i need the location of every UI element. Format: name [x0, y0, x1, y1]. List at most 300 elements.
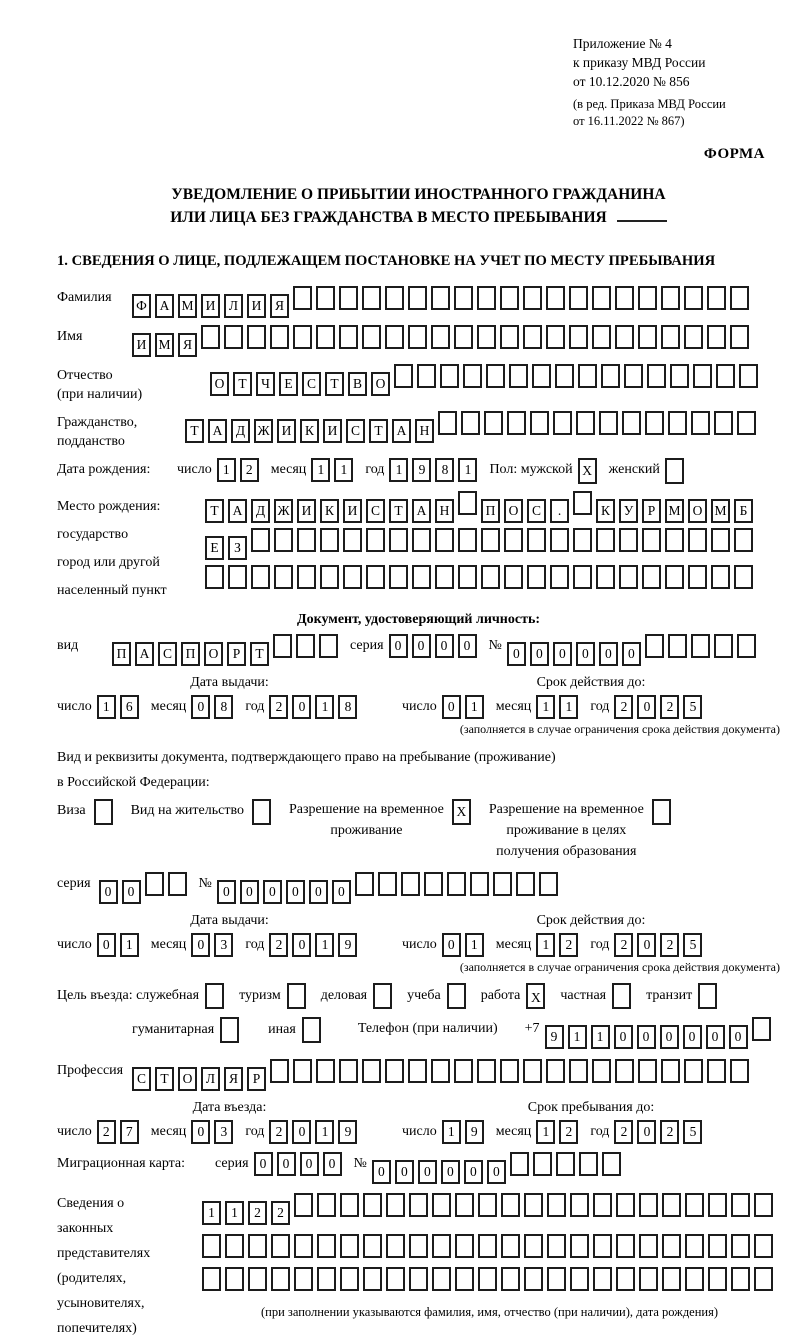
char-cell[interactable]: [737, 411, 756, 435]
char-cell[interactable]: [592, 325, 611, 349]
char-cell[interactable]: С: [346, 419, 365, 443]
char-cell[interactable]: [458, 528, 477, 552]
char-cell[interactable]: 1: [536, 695, 555, 719]
char-cell[interactable]: [547, 1267, 566, 1291]
char-cell[interactable]: П: [112, 642, 131, 666]
char-cell[interactable]: [271, 1234, 290, 1258]
char-cell[interactable]: [615, 1059, 634, 1083]
char-cell[interactable]: 0: [240, 880, 259, 904]
char-cell[interactable]: Ф: [132, 294, 151, 318]
char-cell[interactable]: [470, 872, 489, 896]
char-cell[interactable]: [478, 1267, 497, 1291]
char-cell[interactable]: [362, 325, 381, 349]
char-cell[interactable]: [532, 364, 551, 388]
char-cell[interactable]: 9: [545, 1025, 564, 1049]
char-cell[interactable]: [639, 1234, 658, 1258]
char-cell[interactable]: [730, 286, 749, 310]
char-cell[interactable]: Я: [224, 1067, 243, 1091]
char-cell[interactable]: З: [228, 536, 247, 560]
char-cell[interactable]: [478, 1234, 497, 1258]
char-cell[interactable]: 2: [660, 933, 679, 957]
char-cell[interactable]: П: [181, 642, 200, 666]
char-cell[interactable]: 0: [622, 642, 641, 666]
char-cell[interactable]: [363, 1267, 382, 1291]
char-cell[interactable]: 2: [660, 1120, 679, 1144]
char-cell[interactable]: [665, 528, 684, 552]
char-cell[interactable]: [524, 1267, 543, 1291]
char-cell[interactable]: [431, 325, 450, 349]
char-cell[interactable]: [225, 1234, 244, 1258]
char-cell[interactable]: [432, 1193, 451, 1217]
char-cell[interactable]: 2: [559, 1120, 578, 1144]
char-cell[interactable]: 2: [614, 1120, 633, 1144]
char-cell[interactable]: [432, 1234, 451, 1258]
char-cell[interactable]: 0: [395, 1160, 414, 1184]
char-cell[interactable]: [201, 325, 220, 349]
char-cell[interactable]: 0: [706, 1025, 725, 1049]
char-cell[interactable]: 5: [683, 1120, 702, 1144]
char-cell[interactable]: 0: [191, 933, 210, 957]
char-cell[interactable]: [576, 411, 595, 435]
char-cell[interactable]: 2: [269, 933, 288, 957]
char-cell[interactable]: 0: [729, 1025, 748, 1049]
char-cell[interactable]: [593, 1267, 612, 1291]
char-cell[interactable]: [647, 364, 666, 388]
char-cell[interactable]: [274, 528, 293, 552]
char-cell[interactable]: 0: [286, 880, 305, 904]
char-cell[interactable]: [570, 1267, 589, 1291]
char-cell[interactable]: [343, 565, 362, 589]
char-cell[interactable]: [412, 565, 431, 589]
char-cell[interactable]: [570, 1193, 589, 1217]
char-cell[interactable]: [688, 528, 707, 552]
char-cell[interactable]: И: [323, 419, 342, 443]
char-cell[interactable]: Д: [231, 419, 250, 443]
char-cell[interactable]: 1: [217, 458, 236, 482]
char-cell[interactable]: [546, 325, 565, 349]
char-cell[interactable]: 0: [507, 642, 526, 666]
char-cell[interactable]: [455, 1267, 474, 1291]
char-cell[interactable]: [708, 1267, 727, 1291]
char-cell[interactable]: С: [366, 499, 385, 523]
char-cell[interactable]: [516, 872, 535, 896]
char-cell[interactable]: М: [665, 499, 684, 523]
char-cell[interactable]: 6: [120, 695, 139, 719]
char-cell[interactable]: [401, 872, 420, 896]
char-cell[interactable]: 1: [120, 933, 139, 957]
char-cell[interactable]: С: [302, 372, 321, 396]
char-cell[interactable]: [389, 565, 408, 589]
char-cell[interactable]: У: [619, 499, 638, 523]
char-cell[interactable]: 0: [191, 695, 210, 719]
char-cell[interactable]: [362, 1059, 381, 1083]
char-cell[interactable]: 1: [334, 458, 353, 482]
char-cell[interactable]: [624, 364, 643, 388]
char-cell[interactable]: [527, 565, 546, 589]
char-cell[interactable]: [638, 325, 657, 349]
char-cell[interactable]: [343, 528, 362, 552]
char-cell[interactable]: [652, 799, 671, 825]
char-cell[interactable]: С: [132, 1067, 151, 1091]
char-cell[interactable]: [550, 565, 569, 589]
char-cell[interactable]: Я: [178, 333, 197, 357]
char-cell[interactable]: [340, 1267, 359, 1291]
char-cell[interactable]: 1: [536, 933, 555, 957]
char-cell[interactable]: [684, 286, 703, 310]
char-cell[interactable]: С: [158, 642, 177, 666]
char-cell[interactable]: 2: [248, 1201, 267, 1225]
char-cell[interactable]: 0: [309, 880, 328, 904]
char-cell[interactable]: [570, 1234, 589, 1258]
char-cell[interactable]: [385, 325, 404, 349]
char-cell[interactable]: [573, 565, 592, 589]
char-cell[interactable]: [711, 528, 730, 552]
char-cell[interactable]: М: [178, 294, 197, 318]
char-cell[interactable]: [339, 1059, 358, 1083]
char-cell[interactable]: А: [392, 419, 411, 443]
char-cell[interactable]: [205, 983, 224, 1009]
char-cell[interactable]: Т: [250, 642, 269, 666]
char-cell[interactable]: [616, 1234, 635, 1258]
char-cell[interactable]: [252, 799, 271, 825]
char-cell[interactable]: 0: [637, 933, 656, 957]
char-cell[interactable]: С: [527, 499, 546, 523]
char-cell[interactable]: [601, 364, 620, 388]
char-cell[interactable]: [477, 1059, 496, 1083]
char-cell[interactable]: [205, 565, 224, 589]
char-cell[interactable]: [645, 411, 664, 435]
char-cell[interactable]: 7: [120, 1120, 139, 1144]
char-cell[interactable]: [639, 1193, 658, 1217]
char-cell[interactable]: [708, 1234, 727, 1258]
char-cell[interactable]: [530, 411, 549, 435]
char-cell[interactable]: 0: [576, 642, 595, 666]
char-cell[interactable]: 0: [441, 1160, 460, 1184]
char-cell[interactable]: 1: [311, 458, 330, 482]
char-cell[interactable]: Т: [389, 499, 408, 523]
char-cell[interactable]: [569, 286, 588, 310]
char-cell[interactable]: [573, 491, 592, 515]
char-cell[interactable]: [754, 1193, 773, 1217]
char-cell[interactable]: [734, 528, 753, 552]
char-cell[interactable]: [271, 1267, 290, 1291]
char-cell[interactable]: [274, 565, 293, 589]
char-cell[interactable]: [225, 1267, 244, 1291]
char-cell[interactable]: [432, 1267, 451, 1291]
char-cell[interactable]: [373, 983, 392, 1009]
char-cell[interactable]: [317, 1193, 336, 1217]
char-cell[interactable]: [546, 1059, 565, 1083]
char-cell[interactable]: [573, 528, 592, 552]
char-cell[interactable]: [555, 364, 574, 388]
char-cell[interactable]: [501, 1193, 520, 1217]
char-cell[interactable]: В: [348, 372, 367, 396]
char-cell[interactable]: 3: [214, 933, 233, 957]
char-cell[interactable]: [320, 565, 339, 589]
char-cell[interactable]: [408, 1059, 427, 1083]
char-cell[interactable]: [615, 325, 634, 349]
char-cell[interactable]: Р: [247, 1067, 266, 1091]
char-cell[interactable]: [500, 325, 519, 349]
char-cell[interactable]: Ч: [256, 372, 275, 396]
char-cell[interactable]: И: [343, 499, 362, 523]
char-cell[interactable]: Н: [435, 499, 454, 523]
char-cell[interactable]: [273, 634, 292, 658]
char-cell[interactable]: 0: [637, 1120, 656, 1144]
char-cell[interactable]: К: [300, 419, 319, 443]
char-cell[interactable]: 1: [315, 933, 334, 957]
char-cell[interactable]: 1: [225, 1201, 244, 1225]
char-cell[interactable]: [661, 286, 680, 310]
char-cell[interactable]: Л: [201, 1067, 220, 1091]
char-cell[interactable]: 5: [683, 695, 702, 719]
char-cell[interactable]: 1: [315, 695, 334, 719]
char-cell[interactable]: [688, 565, 707, 589]
char-cell[interactable]: [593, 1234, 612, 1258]
char-cell[interactable]: [622, 411, 641, 435]
char-cell[interactable]: [599, 411, 618, 435]
char-cell[interactable]: 0: [637, 695, 656, 719]
char-cell[interactable]: А: [135, 642, 154, 666]
char-cell[interactable]: [714, 411, 733, 435]
char-cell[interactable]: Т: [155, 1067, 174, 1091]
char-cell[interactable]: [693, 364, 712, 388]
char-cell[interactable]: И: [247, 294, 266, 318]
char-cell[interactable]: [477, 286, 496, 310]
char-cell[interactable]: [493, 872, 512, 896]
char-cell[interactable]: [458, 491, 477, 515]
char-cell[interactable]: 0: [99, 880, 118, 904]
char-cell[interactable]: О: [178, 1067, 197, 1091]
char-cell[interactable]: 9: [465, 1120, 484, 1144]
char-cell[interactable]: [317, 1267, 336, 1291]
char-cell[interactable]: [408, 286, 427, 310]
char-cell[interactable]: 0: [614, 1025, 633, 1049]
char-cell[interactable]: 0: [599, 642, 618, 666]
char-cell[interactable]: [481, 528, 500, 552]
char-cell[interactable]: 2: [614, 695, 633, 719]
char-cell[interactable]: [523, 325, 542, 349]
char-cell[interactable]: И: [277, 419, 296, 443]
char-cell[interactable]: [691, 411, 710, 435]
char-cell[interactable]: [454, 325, 473, 349]
char-cell[interactable]: X: [526, 983, 545, 1009]
char-cell[interactable]: [638, 286, 657, 310]
char-cell[interactable]: [302, 1017, 321, 1043]
char-cell[interactable]: [251, 528, 270, 552]
char-cell[interactable]: 0: [191, 1120, 210, 1144]
char-cell[interactable]: [616, 1267, 635, 1291]
char-cell[interactable]: 0: [435, 634, 454, 658]
char-cell[interactable]: Т: [185, 419, 204, 443]
char-cell[interactable]: [297, 565, 316, 589]
char-cell[interactable]: А: [155, 294, 174, 318]
char-cell[interactable]: [602, 1152, 621, 1176]
char-cell[interactable]: [524, 1234, 543, 1258]
char-cell[interactable]: [412, 528, 431, 552]
char-cell[interactable]: [409, 1193, 428, 1217]
char-cell[interactable]: [731, 1267, 750, 1291]
char-cell[interactable]: 0: [442, 695, 461, 719]
char-cell[interactable]: [297, 528, 316, 552]
char-cell[interactable]: 2: [240, 458, 259, 482]
char-cell[interactable]: 2: [97, 1120, 116, 1144]
char-cell[interactable]: [438, 411, 457, 435]
char-cell[interactable]: 2: [271, 1201, 290, 1225]
char-cell[interactable]: 0: [487, 1160, 506, 1184]
char-cell[interactable]: [340, 1193, 359, 1217]
char-cell[interactable]: [316, 1059, 335, 1083]
char-cell[interactable]: Т: [325, 372, 344, 396]
char-cell[interactable]: [642, 565, 661, 589]
char-cell[interactable]: [455, 1234, 474, 1258]
char-cell[interactable]: [716, 364, 735, 388]
char-cell[interactable]: [569, 325, 588, 349]
char-cell[interactable]: [94, 799, 113, 825]
char-cell[interactable]: [661, 325, 680, 349]
char-cell[interactable]: 5: [683, 933, 702, 957]
char-cell[interactable]: 1: [202, 1201, 221, 1225]
char-cell[interactable]: [447, 872, 466, 896]
char-cell[interactable]: О: [688, 499, 707, 523]
char-cell[interactable]: 8: [338, 695, 357, 719]
char-cell[interactable]: [317, 1234, 336, 1258]
char-cell[interactable]: И: [297, 499, 316, 523]
char-cell[interactable]: [248, 1267, 267, 1291]
char-cell[interactable]: [615, 286, 634, 310]
char-cell[interactable]: 0: [412, 634, 431, 658]
char-cell[interactable]: [752, 1017, 771, 1041]
char-cell[interactable]: [224, 325, 243, 349]
char-cell[interactable]: [711, 565, 730, 589]
char-cell[interactable]: 9: [338, 1120, 357, 1144]
char-cell[interactable]: 1: [465, 933, 484, 957]
char-cell[interactable]: [638, 1059, 657, 1083]
char-cell[interactable]: Т: [205, 499, 224, 523]
char-cell[interactable]: 0: [97, 933, 116, 957]
char-cell[interactable]: [463, 364, 482, 388]
char-cell[interactable]: 0: [464, 1160, 483, 1184]
char-cell[interactable]: 0: [254, 1152, 273, 1176]
char-cell[interactable]: Т: [233, 372, 252, 396]
char-cell[interactable]: [730, 325, 749, 349]
char-cell[interactable]: А: [228, 499, 247, 523]
char-cell[interactable]: [378, 872, 397, 896]
char-cell[interactable]: И: [132, 333, 151, 357]
char-cell[interactable]: [619, 528, 638, 552]
char-cell[interactable]: [454, 286, 473, 310]
char-cell[interactable]: [145, 872, 164, 896]
char-cell[interactable]: [247, 325, 266, 349]
char-cell[interactable]: 1: [559, 695, 578, 719]
char-cell[interactable]: 0: [637, 1025, 656, 1049]
char-cell[interactable]: [461, 411, 480, 435]
char-cell[interactable]: К: [596, 499, 615, 523]
char-cell[interactable]: 1: [465, 695, 484, 719]
char-cell[interactable]: 0: [683, 1025, 702, 1049]
char-cell[interactable]: [665, 458, 684, 484]
char-cell[interactable]: 1: [591, 1025, 610, 1049]
char-cell[interactable]: 0: [418, 1160, 437, 1184]
char-cell[interactable]: К: [320, 499, 339, 523]
char-cell[interactable]: 0: [122, 880, 141, 904]
char-cell[interactable]: [596, 528, 615, 552]
char-cell[interactable]: [547, 1234, 566, 1258]
char-cell[interactable]: [458, 565, 477, 589]
char-cell[interactable]: [593, 1193, 612, 1217]
char-cell[interactable]: Л: [224, 294, 243, 318]
char-cell[interactable]: [455, 1193, 474, 1217]
char-cell[interactable]: [685, 1267, 704, 1291]
char-cell[interactable]: Е: [279, 372, 298, 396]
char-cell[interactable]: [662, 1193, 681, 1217]
char-cell[interactable]: [731, 1193, 750, 1217]
char-cell[interactable]: П: [481, 499, 500, 523]
char-cell[interactable]: [546, 286, 565, 310]
char-cell[interactable]: .: [550, 499, 569, 523]
char-cell[interactable]: [754, 1234, 773, 1258]
char-cell[interactable]: [270, 325, 289, 349]
char-cell[interactable]: [707, 286, 726, 310]
char-cell[interactable]: [639, 1267, 658, 1291]
char-cell[interactable]: [661, 1059, 680, 1083]
char-cell[interactable]: [248, 1234, 267, 1258]
char-cell[interactable]: Р: [642, 499, 661, 523]
char-cell[interactable]: [294, 1234, 313, 1258]
char-cell[interactable]: [691, 634, 710, 658]
char-cell[interactable]: [389, 528, 408, 552]
char-cell[interactable]: [507, 411, 526, 435]
char-cell[interactable]: 9: [338, 933, 357, 957]
char-cell[interactable]: 3: [214, 1120, 233, 1144]
char-cell[interactable]: [293, 286, 312, 310]
char-cell[interactable]: [730, 1059, 749, 1083]
char-cell[interactable]: [533, 1152, 552, 1176]
char-cell[interactable]: [500, 286, 519, 310]
char-cell[interactable]: [579, 1152, 598, 1176]
char-cell[interactable]: [316, 286, 335, 310]
char-cell[interactable]: 9: [412, 458, 431, 482]
char-cell[interactable]: [556, 1152, 575, 1176]
char-cell[interactable]: [539, 872, 558, 896]
char-cell[interactable]: [670, 364, 689, 388]
char-cell[interactable]: [734, 565, 753, 589]
char-cell[interactable]: [665, 565, 684, 589]
char-cell[interactable]: [366, 565, 385, 589]
char-cell[interactable]: О: [210, 372, 229, 396]
char-cell[interactable]: [363, 1193, 382, 1217]
char-cell[interactable]: [339, 325, 358, 349]
char-cell[interactable]: [293, 325, 312, 349]
char-cell[interactable]: О: [204, 642, 223, 666]
char-cell[interactable]: [501, 1234, 520, 1258]
char-cell[interactable]: 0: [323, 1152, 342, 1176]
char-cell[interactable]: 0: [300, 1152, 319, 1176]
char-cell[interactable]: 8: [214, 695, 233, 719]
char-cell[interactable]: [596, 565, 615, 589]
char-cell[interactable]: [293, 1059, 312, 1083]
char-cell[interactable]: 1: [97, 695, 116, 719]
char-cell[interactable]: [714, 634, 733, 658]
char-cell[interactable]: 1: [568, 1025, 587, 1049]
char-cell[interactable]: [684, 1059, 703, 1083]
char-cell[interactable]: 0: [553, 642, 572, 666]
char-cell[interactable]: X: [578, 458, 597, 484]
char-cell[interactable]: [431, 1059, 450, 1083]
char-cell[interactable]: [578, 364, 597, 388]
char-cell[interactable]: [616, 1193, 635, 1217]
char-cell[interactable]: 1: [442, 1120, 461, 1144]
